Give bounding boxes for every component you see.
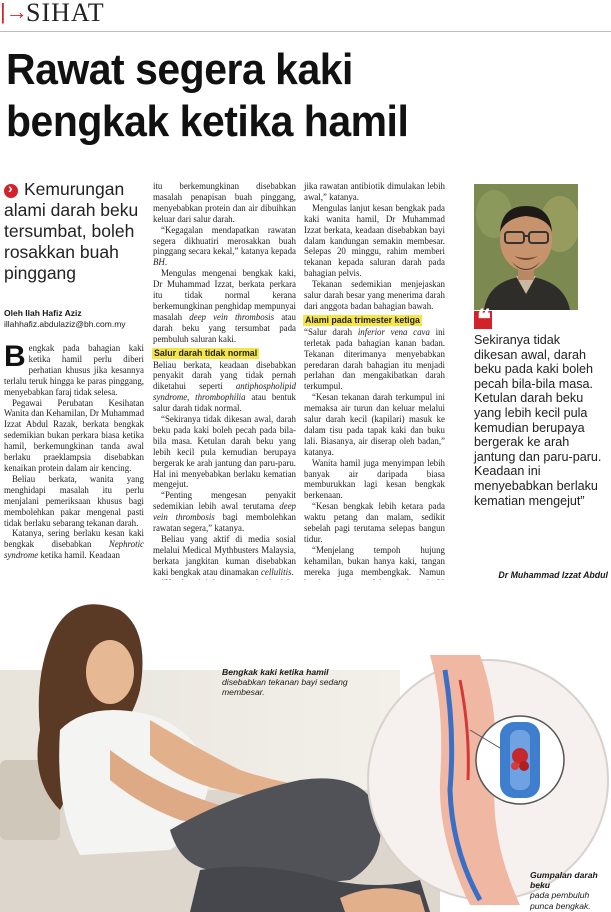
paragraph: Beliau yang aktif di media sosial melalui Medical Mythbusters Malaysia, berkata jangkitan kuman disebabkan kaki bengkak atau dinamakan cellulitis.: [153, 534, 296, 577]
headline: [6, 44, 564, 148]
paragraph: Katanya, sering berlaku kesan kaki bengkak disebabkan Nephrotic syndrome ketika hamil. Keadaan: [4, 528, 144, 561]
headline-line-1: Rawat segera kaki: [6, 45, 353, 94]
byline-author: Oleh Ilah Hafiz Aziz: [4, 308, 82, 318]
paragraph: Mengulas lanjut kesan bengkak pada kaki wanita hamil, Dr Muhammad Izzat berkata, keadaan disebabkan bayi dalam kandungan semakin membesar. Selepas 20 minggu, rahim memberi tekanan kepada saluran darah pada bahagian pelvis.: [304, 202, 445, 279]
paragraph: “Salur darah inferior vena cava ini terletak pada bahagian kanan badan. Tekanan diterimanya menyebabkan peredaran darah bahagian itu menjadi perlahan dan mengakibatkan darah terkumpul.: [304, 326, 445, 392]
section-divider: [0, 31, 611, 32]
kicker-text: Kemurungan alami darah beku tersumbat, boleh rosakkan buah pinggang: [4, 179, 139, 283]
paragraph: Tekanan sedemikian menjejaskan salur darah besar yang menerima darah dari anggota badan bahagian bawah.: [304, 279, 445, 311]
section-name: SIHAT: [26, 0, 105, 27]
pregnant-woman-photo: [0, 580, 611, 912]
section-arrow-icon: |→: [0, 0, 28, 24]
illustration-caption: Gumpalan darah beku pada pembuluh punca bengkak.: [530, 870, 598, 911]
paragraph: itu berkemungkinan disebabkan masalah penapisan buah pinggang, menyebabkan protein dan air dibuihkan keluar dari salur darah.: [153, 181, 296, 224]
subheading: Alami pada trimester ketiga: [305, 314, 420, 325]
paragraph: engkak pada bahagian kaki ketika hamil perlu diberi perhatian khusus jika kesannya terlalu teruk hingga ke paras pinggang, menyebabkan faraj tidak selesa.: [4, 343, 144, 397]
photo-caption: Bengkak kaki ketika hamil disebabkan tekanan bayi sedang membesar.: [222, 667, 348, 698]
paragraph: “Penting mengesan penyakit sedemikian lebih awal terutama deep vein thrombosis bagi membolehkan rawatan segera,” katanya.: [153, 490, 296, 534]
paragraph: “Sekiranya tidak dikesan awal, darah beku pada kaki boleh pecah pada bila-bila masa. Ketulan darah beku yang lebih kecil pula kemudian berupaya bergerak ke arah jantung dan paru-paru. Hal ini menyebabkan berlaku kematian mengejut.: [153, 414, 296, 490]
paragraph: Beliau berkata, wanita yang menghidapi masalah itu perlu menjalani pemeriksaan khusus bagi membolehkan pakar mengenal pasti tidak berlaku sebarang tekanan darah.: [4, 473, 144, 528]
paragraph: Beliau berkata, keadaan disebabkan penyakit darah yang tidak pernah diketahui seperti antiphospholipid syndrome, thrombophilia atau bentuk salur darah tidak normal.: [153, 359, 296, 414]
quote-mark-icon: ❝: [474, 311, 492, 329]
paragraph: “Kesan bengkak lebih ketara pada waktu petang dan malam, sedikit sebelah pagi terutama selepas bangun tidur.: [304, 501, 445, 544]
quote-attribution-name: Dr Muhammad Izzat Abdul: [498, 570, 608, 580]
headline-line-2: bengkak ketika hamil: [6, 97, 409, 146]
paragraph: Wanita hamil juga menyimpan lebih banyak air daripada biasa memburukkan lagi kesan bengkak berkenaan.: [304, 457, 445, 501]
paragraph: “Kesan tekanan darah terkumpul ini memaksa air turun dan keluar melalui salur darah kecil (kapilari) masuk ke dalam tisu pada tapak kaki dan buku lali. Biasanya, air diserap oleh badan,” katanya.: [304, 392, 445, 457]
paragraph: Pegawai Perubatan Kesihatan Wanita dan Kehamilan, Dr Muhammad Izzat Abdul Razak, berkata bengkak sedemikian bukan perkara biasa ketika hamil, berkemungkinan tanda awal berlaku praeklampsia disebabkan kenaikan protein dalam air kencing.: [4, 397, 145, 473]
paragraph: jika rawatan antibiotik dimulakan lebih awal,” katanya.: [304, 181, 445, 202]
paragraph: “Kegagalan mendapatkan rawatan segera dikhuatiri merosakkan buah pinggang secara kekal,” katanya kepada BH.: [153, 224, 296, 268]
subheading: Salur darah tidak normal: [154, 347, 258, 358]
byline-email[interactable]: illahhafiz.abdulaziz@bh.com.my: [4, 319, 126, 329]
pull-quote: Sekiranya tidak dikesan awal, darah beku pada kaki boleh pecah bila-bila masa. Ketulan darah beku yang lebih kecil pula kemudian berupaya bergerak ke arah jantung dan paru-paru. Keadaan ini menyebabkan berlaku kematian mengejut”: [474, 333, 602, 508]
article-column-2: [153, 181, 296, 632]
article-column-1: [4, 340, 145, 561]
article-column-3: [304, 181, 445, 621]
paragraph: “Menjelang tempoh hujung kehamilan, bukan hanya kaki, tangan mereka juga membengkak. Namun: [304, 544, 445, 577]
section-header: [0, 0, 611, 28]
doctor-portrait-photo: [474, 184, 578, 310]
kicker: [4, 179, 144, 284]
drop-cap: B: [4, 340, 26, 373]
paragraph: Mengulas mengenai bengkak kaki, Dr Muhammad Izzat, berkata perkara itu tidak normal kerana berkemungkinan penghidap mempunyai masalah deep vein thrombosis atau darah beku yang tersumbat pada pembuluh saluran kaki.: [153, 268, 296, 344]
